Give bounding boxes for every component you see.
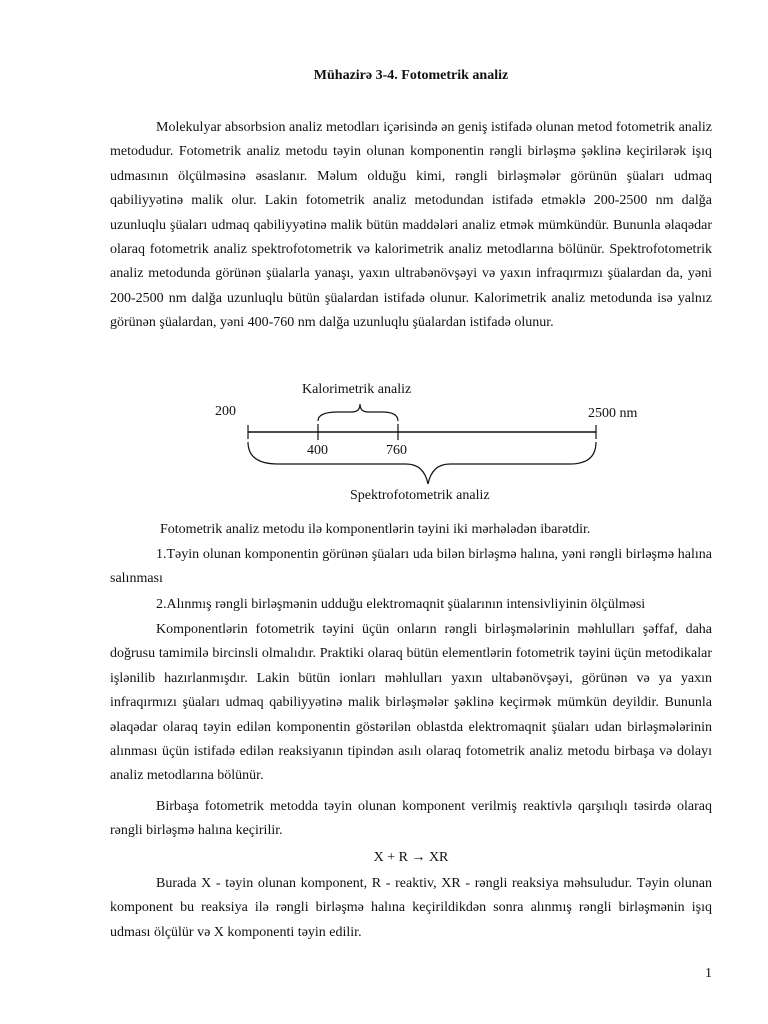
wavelength-diagram bbox=[200, 376, 680, 516]
paragraph-requirements: Komponentlərin fotometrik təyini üçün onların rəngli birləşmələrinin məhlulları şəffaf, daha doğrusu tamimilə bircinsli olmalıdır. Praktiki olaraq bütün elementlərin fotometrik təyini üçün metodikalar işlənilib hazırlanmışdır. Lakin bütün ionları məhlulları yaxın ultabənövşəyi, görünən və ya yaxın infraqırmızı şüaları udmaq qabiliyyətinə malik birləşmələr şəklinə keçirmək mümkün deyildir. Bununla əlaqədar olaraq təyin edilən komponentin göstərilən oblastda elektromaqnit şüaları udan birləşmələrinin alınması üçün istifadə edilən reaksiyanın tipindən asılı olaraq fotometrik analiz metodu birbaşa və dolayı analiz metodlarına bölünür. bbox=[110, 622, 712, 784]
value-2500: 2500 nm bbox=[588, 406, 638, 421]
value-200: 200 bbox=[215, 404, 236, 419]
paragraph-stages: Fotometrik analiz metodu ilə komponentlərin təyini iki mərhələdən ibarətdir. bbox=[160, 522, 591, 537]
spektrofotometrik-brace bbox=[248, 442, 596, 484]
spektrofotometrik-label: Spektrofotometrik analiz bbox=[350, 488, 490, 503]
page-number: 1 bbox=[705, 966, 712, 981]
paragraph-stage-2: 2.Alınmış rəngli birləşmənin udduğu elektromaqnit şüalarının intensivliyinin ölçülməsi bbox=[156, 597, 646, 612]
paragraph-explanation: Burada X - təyin olunan komponent, R - reaktiv, XR - rəngli reaksiya məhsuludur. Təyin olunan komponent bu reaksiya ilə rəngli birləşmə halına keçirildikdən sonra alınmış rəngli birləşmənin işıq udması ölçülür və X komponenti təyin edilir. bbox=[110, 876, 712, 940]
paragraph-stage-1: 1.Təyin olunan komponentin görünən şüaları uda bilən birləşmə halına, yəni rəngli birləşmə halına salınması bbox=[110, 547, 712, 587]
paragraph-intro: Molekulyar absorbsion analiz metodları içərisində ən geniş istifadə olunan metod fotometrik analiz metodudur. Fotometrik analiz metodu təyin olunan komponentin rəngli birləşmə şəklinə keçirilərək işıq udmasının ölçülməsinə əsaslanır. Məlum olduğu kimi, rəngli birləşmələr görünün şüaları udmaq qabiliyyətinə malik olur. Lakin fotometrik analiz metodundan istifadə etməklə 200-2500 nm dalğa uzunluqlu şüaları udmaq qabiliyyətinə malik bütün maddələri analiz etmək mümkündür. Bununla əlaqədar olaraq fotometrik analiz spektrofotometrik və kalorimetrik analiz metodlarına bölünür. Spektrofotometrik analiz metodunda görünən şüalarla yanaşı, yaxın ultrabənövşəyi və yaxın infraqırmızı şüalardan da, yəni 200-2500 nm dalğa uzunluqlu bütün şüalardan istifadə olunur. Kalorimetrik analiz metodunda isə yalnız görünən şüalardan, yəni 400-760 nm dalğa uzunluqlu şüalardan istifadə olunur. bbox=[110, 120, 712, 331]
reaction-equation: X + R → XR bbox=[373, 850, 449, 865]
paragraph-direct-method: Birbaşa fotometrik metodda təyin olunan komponent verilmiş reaktivlə qarşılıqlı təsirdə olaraq rəngli birləşmə halına keçirilir. bbox=[110, 799, 712, 839]
value-400: 400 bbox=[307, 443, 328, 458]
kalorimetrik-brace bbox=[318, 404, 398, 421]
value-760: 760 bbox=[386, 443, 407, 458]
kalorimetrik-label: Kalorimetrik analiz bbox=[302, 382, 412, 397]
page-title: Mühazirə 3-4. Fotometrik analiz bbox=[313, 68, 509, 83]
